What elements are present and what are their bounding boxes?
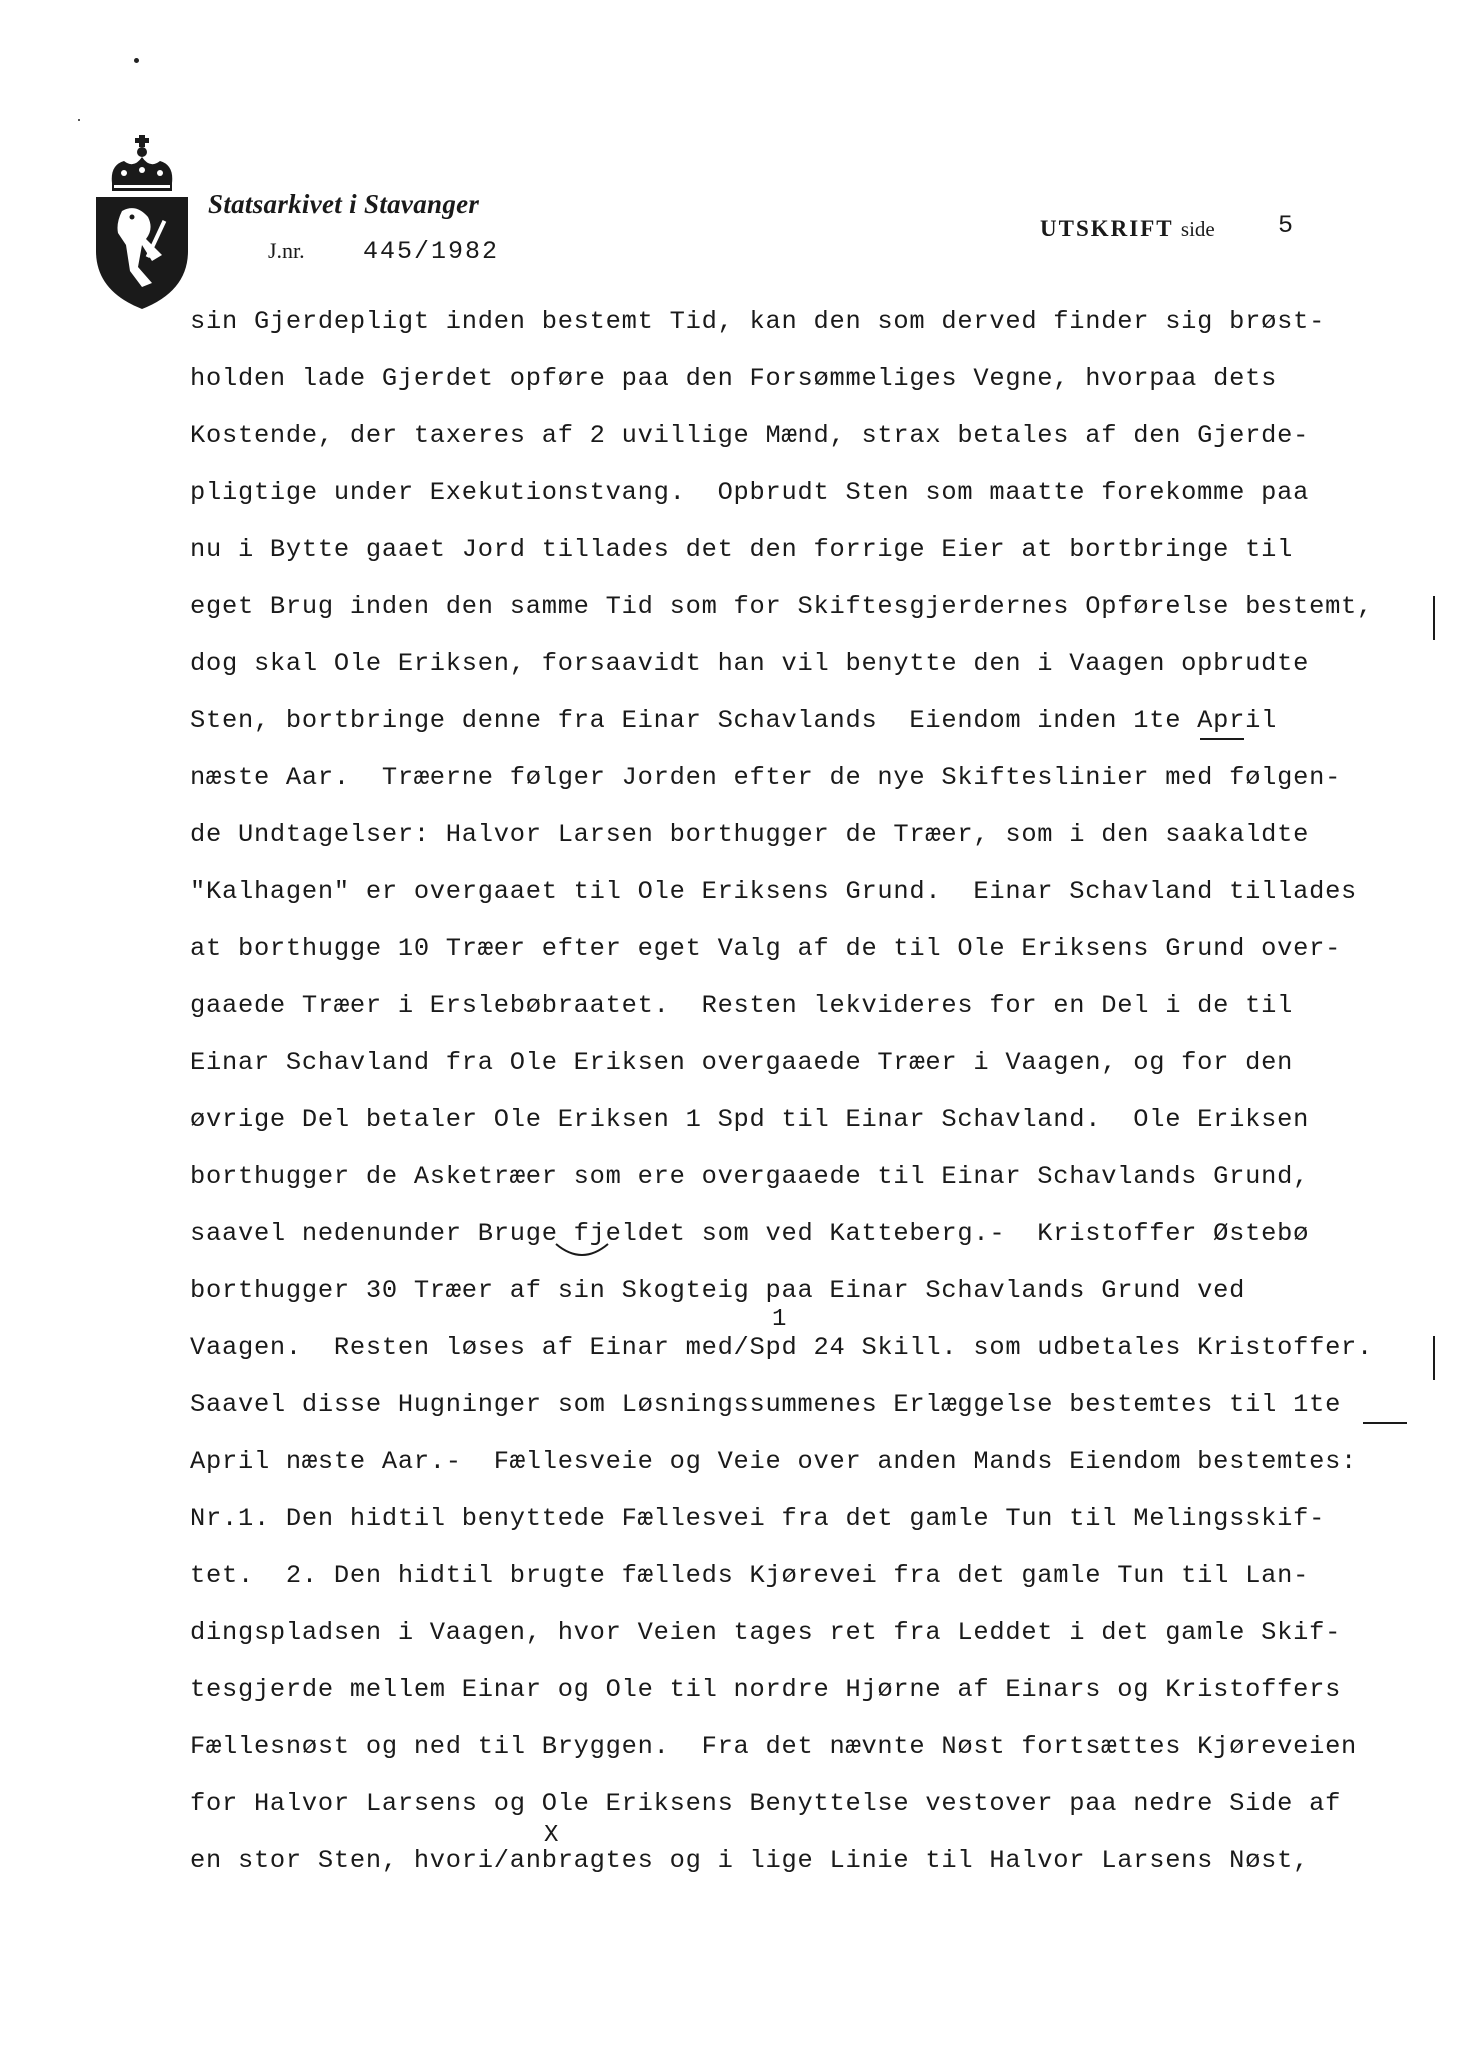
text-line: at borthugge 10 Træer efter eget Valg af de til Ole Eriksens Grund over- bbox=[190, 934, 1342, 963]
text-line: Sten, bortbringe denne fra Einar Schavlands Eiendom inden 1te April bbox=[190, 706, 1278, 735]
text-line: borthugger 30 Træer af sin Skogteig paa Einar Schavlands Grund ved bbox=[190, 1276, 1246, 1305]
text-line: øvrige Del betaler Ole Eriksen 1 Spd til Einar Schavland. Ole Eriksen bbox=[190, 1105, 1310, 1134]
text-line: Einar Schavland fra Ole Eriksen overgaaede Træer i Vaagen, og for den bbox=[190, 1048, 1294, 1077]
text-line: "Kalhagen" er overgaaet til Ole Eriksens Grund. Einar Schavland tillades bbox=[190, 877, 1358, 906]
margin-mark bbox=[1433, 596, 1435, 640]
text-line: pligtige under Exekutionstvang. Opbrudt Sten som maatte forekomme paa bbox=[190, 478, 1310, 507]
utskrift-heading bbox=[1040, 216, 1215, 242]
text-line: tesgjerde mellem Einar og Ole til nordre Hjørne af Einars og Kristoffers bbox=[190, 1675, 1342, 1704]
join-mark bbox=[552, 1240, 612, 1262]
text-line: de Undtagelser: Halvor Larsen borthugger de Træer, som i den saakaldte bbox=[190, 820, 1310, 849]
text-line: Fællesnøst og ned til Bryggen. Fra det nævnte Nøst fortsættes Kjøreveien bbox=[190, 1732, 1358, 1761]
text-line: Vaagen. Resten løses af Einar med/Spd 24 Skill. som udbetales Kristoffer. bbox=[190, 1333, 1374, 1362]
page-number: 5 bbox=[1278, 211, 1294, 240]
text-line: for Halvor Larsens og Ole Eriksens Benyttelse vestover paa nedre Side af bbox=[190, 1789, 1342, 1818]
coat-of-arms-lion-icon bbox=[92, 133, 192, 311]
text-line: dingspladsen i Vaagen, hvor Veien tages ret fra Leddet i det gamle Skif- bbox=[190, 1618, 1342, 1647]
journal-number-label: J.nr. bbox=[268, 238, 305, 263]
margin-mark bbox=[1433, 1336, 1435, 1380]
text-line: Kostende, der taxeres af 2 uvillige Mænd, strax betales af den Gjerde- bbox=[190, 421, 1310, 450]
paper-speck bbox=[78, 119, 80, 121]
text-line: Saavel disse Hugninger som Løsningssummenes Erlæggelse bestemtes til 1te bbox=[190, 1390, 1342, 1419]
text-line: Nr.1. Den hidtil benyttede Fællesvei fra det gamle Tun til Melingsskif- bbox=[190, 1504, 1326, 1533]
interlinear-insert-x: X bbox=[544, 1822, 559, 1849]
text-line: saavel nedenunder Bruge fjeldet som ved Katteberg.- Kristoffer Østebø bbox=[190, 1219, 1310, 1248]
text-line: dog skal Ole Eriksen, forsaavidt han vil benytte den i Vaagen opbrudte bbox=[190, 649, 1310, 678]
underline-1te bbox=[1200, 738, 1244, 740]
text-line: nu i Bytte gaaet Jord tillades det den forrige Eier at bortbringe til bbox=[190, 535, 1294, 564]
underline-1te bbox=[1363, 1422, 1407, 1424]
archive-name: Statsarkivet i Stavanger bbox=[208, 189, 480, 219]
text-line: næste Aar. Træerne følger Jorden efter de nye Skifteslinier med følgen- bbox=[190, 763, 1342, 792]
text-line: eget Brug inden den samme Tid som for Skiftesgjerdernes Opførelse bestemt, bbox=[190, 592, 1374, 621]
text-line: gaaede Træer i Erslebøbraatet. Resten lekvideres for en Del i de til bbox=[190, 991, 1294, 1020]
text-line: April næste Aar.- Fællesveie og Veie over anden Mands Eiendom bestemtes: bbox=[190, 1447, 1358, 1476]
interlinear-insert-1: 1 bbox=[772, 1306, 787, 1333]
journal-number-value: 445/1982 bbox=[363, 237, 500, 266]
paper-speck bbox=[134, 58, 139, 63]
utskrift-label: UTSKRIFT bbox=[1040, 216, 1174, 241]
text-line: tet. 2. Den hidtil brugte fælleds Kjørevei fra det gamle Tun til Lan- bbox=[190, 1561, 1310, 1590]
text-line: en stor Sten, hvori/anbragtes og i lige Linie til Halvor Larsens Nøst, bbox=[190, 1846, 1310, 1875]
side-label: side bbox=[1180, 217, 1215, 241]
text-line: sin Gjerdepligt inden bestemt Tid, kan den som derved finder sig brøst- bbox=[190, 307, 1326, 336]
text-line: borthugger de Asketræer som ere overgaaede til Einar Schavlands Grund, bbox=[190, 1162, 1310, 1191]
text-line: holden lade Gjerdet opføre paa den Forsømmeliges Vegne, hvorpaa dets bbox=[190, 364, 1278, 393]
